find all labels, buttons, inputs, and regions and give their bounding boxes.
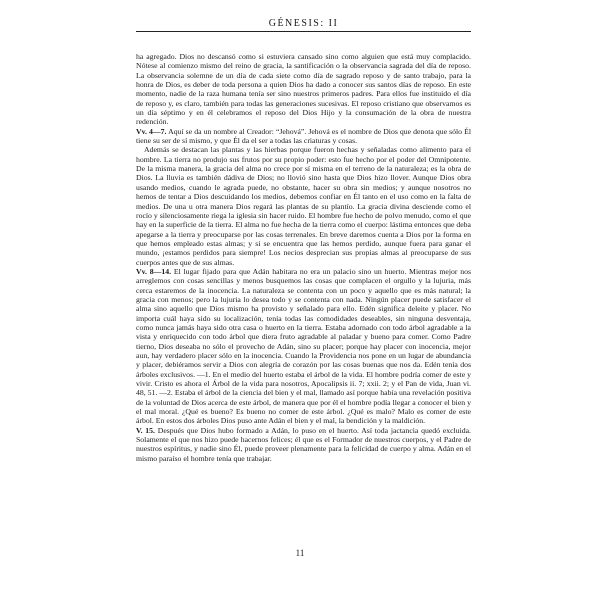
chapter-title: GÉNESIS: II bbox=[268, 18, 339, 29]
paragraph bbox=[136, 426, 471, 463]
paragraph-text: Aquí se da un nombre al Creador: “Jehová”. Jehová es el nombre de Dios que denota que sólo Él tiene su ser de sí mismo, y que Él da el ser a todas las criaturas y cosas. bbox=[136, 126, 471, 146]
paragraph-text: Además se destacan las plantas y las hierbas porque fueron hechas y señaladas como alimento para el hombre. La tierra no produjo sus frutos por su propio poder: esto fue hecho por el poder del Omnipotente. De la misma manera, la gracia del alma no crece por sí misma en el terreno de la naturaleza; es la obra de Dios. La lluvia es también dádiva de Dios; no llovió sino hasta que Dios hizo llover. Aunque Dios obra usando medios, cuando le agrada puede, no obstante, hacer su obra sin medios; y aunque nosotros no hemos de tentar a Dios descuidando los medios, debemos confiar en Él tanto en el uso como en la falta de medios. De una u otra manera Dios regará las plantas de su plantío. La gracia divina desciende como el rocío y silenciosamente riega la iglesia sin hacer ruido. El hombre fue hecho de polvo menudo, como el que hay en la superficie de la tierra. El alma no fue hecha de la tierra como el cuerpo: lástima entonces que deba apegarse a la tierra y preocuparse por las cosas terrenales. En breve daremos cuenta a Dios por la forma en que hemos empleado estas almas; y si se encuentra que las hemos perdido, aunque fuera para ganar el mundo, ¡estamos perdidos para siempre! Los necios desprecian sus propias almas al preocuparse de sus cuerpos antes que de sus almas. bbox=[136, 145, 471, 267]
paragraph bbox=[136, 127, 471, 146]
paragraph bbox=[136, 52, 471, 127]
verse-reference: Vv. 8—14. bbox=[136, 266, 172, 276]
page-number: 11 bbox=[295, 548, 305, 558]
running-header bbox=[136, 18, 471, 32]
paragraph bbox=[136, 267, 471, 426]
verse-reference: V. 15. bbox=[136, 425, 155, 435]
paragraph bbox=[136, 145, 471, 266]
paragraph-text: El lugar fijado para que Adán habitara no era un palacio sino un huerto. Mientras mejor nos arreglemos con cosas sencillas y menos busquemos las cosas que complacen el orgullo y la lujuria, más cerca estaremos de la inocencia. La naturaleza se contenta con un poco y aquello que es más natural; la gracia con menos; pero la lujuria lo desea todo y se contenta con nada. Ningún placer puede satisfacer el alma sino aquello que Dios mismo ha provisto y señalado para ello. Edén significa deleite y placer. No importa cuál haya sido su localización, tenía todas las comodidades deseables, sin ninguna desventaja, como nunca jamás haya sido otra casa o huerto en la tierra. Estaba adornado con todo árbol agradable a la vista y enriquecido con todo árbol que diera fruto agradable al paladar y bueno para comer. Como Padre tierno, Dios deseaba no sólo el provecho de Adán, sino su placer; porque hay placer con inocencia, mejor aun, hay verdadero placer sólo en la inocencia. Cuando la Providencia nos pone en un lugar de abundancia y placer, debiéramos servir a Dios con alegría de corazón por las cosas buenas que nos da. Edén tenía dos árboles exclusivos. —1. En el medio del huerto estaba el árbol de la vida. El hombre podría comer de este y vivir. Cristo es ahora el Árbol de la vida para nosotros, Apocalipsis ii. 7; xxii. 2; y el Pan de vida, Juan vi. 48, 51. —2. Estaba el árbol de la ciencia del bien y el mal, llamado así porque había una revelación positiva de la voluntad de Dios acerca de este árbol, de manera que por él el hombre podía llegar a conocer el bien y el mal moral. ¿Qué es bueno? Es bueno no comer de este árbol. ¿Qué es malo? Malo es comer de este árbol. En estos dos árboles Dios puso ante Adán el bien y el mal, la bendición y la maldición. bbox=[136, 266, 471, 426]
paragraph-text: Después que Dios hubo formado a Adán, lo puso en el huerto. Así toda jactancia quedó excluida. Solamente el que nos hizo puede hacernos felices; él que es el Formador de nuestros cuerpos, y el Padre de nuestros espíritus, y nadie sino Él, puede proveer plenamente para la felicidad de cuerpo y alma. Adán en el mismo paraíso el hombre tenía que trabajar. bbox=[136, 425, 471, 463]
verse-reference: Vv. 4—7. bbox=[136, 126, 167, 136]
body-text bbox=[136, 52, 471, 463]
paragraph-text: ha agregado. Dios no descansó como si estuviera cansado sino como alguien que está muy complacido. Nótese al comienzo mismo del reino de gracia, la santificación o la observancia sagrada del día de reposo. La observancia solemne de un día de cada siete como día de sagrado reposo y de santo trabajo, para la honra de Dios, es deber de toda persona a quien Dios ha dado a conocer sus santos días de reposo. En este momento, nadie de la raza humana tenía ser sino nuestros primeros padres. Para ellos fue instituido el día de reposo y, es claro, también para todas las generaciones sucesivas. El reposo cristiano que observamos es un día séptimo y en él celebramos el reposo del Dios Hijo y la consumación de la obra de nuestra redención. bbox=[136, 52, 471, 127]
